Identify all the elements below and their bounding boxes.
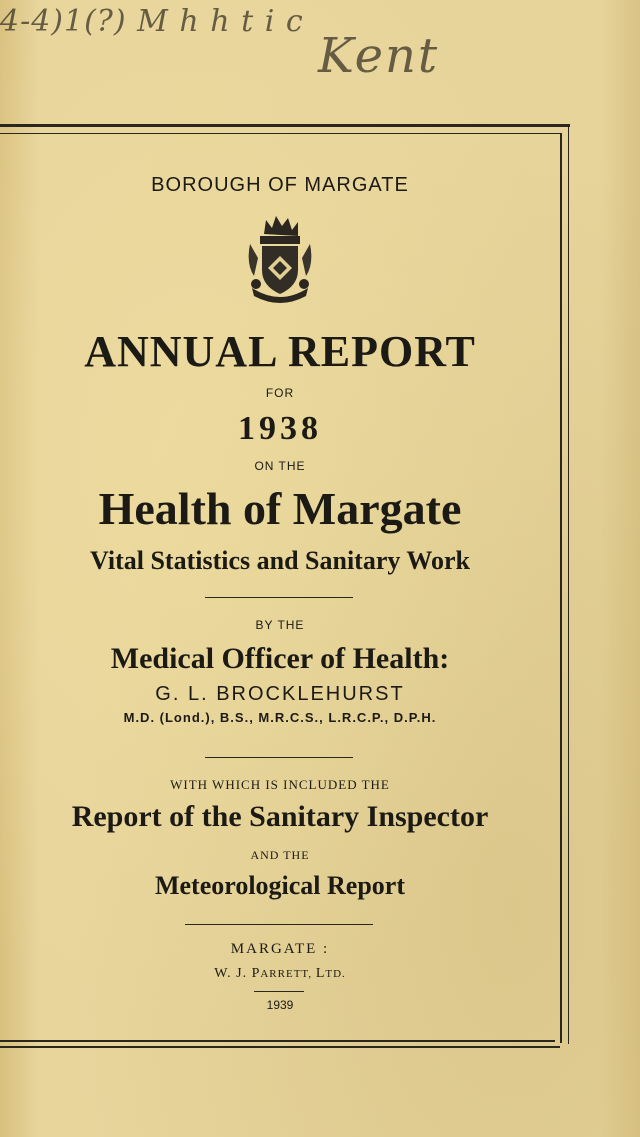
publisher-ltd-rest: TD. [325,968,346,980]
author-role: Medical Officer of Health: [110,642,450,675]
on-the-label: ON THE [254,459,306,473]
border-rule-top [0,124,570,127]
report-subject: Health of Margate [98,483,462,534]
border-rule-top-inner [0,133,560,134]
publisher-ltd-initial: L [315,966,326,981]
divider [185,924,373,925]
meteorological-report-title: Meteorological Report [154,871,406,900]
divider [205,597,353,598]
includes-intro: WITH WHICH IS INCLUDED THE [170,777,390,792]
border-rule-right [560,133,562,1043]
divider [205,757,353,758]
borough-coat-of-arms-icon [244,214,316,304]
author-degrees: M.D. (Lond.), B.S., M.R.C.S., L.R.C.P., D.P.H. [123,710,437,725]
border-rule-right-outer [568,124,569,1044]
handwritten-note-kent: Kent [318,28,440,84]
publisher-name-rest: ARRETT, [260,968,316,980]
divider [254,991,304,992]
publisher-place: MARGATE : [230,941,330,957]
publisher-name-initials: W. J. P [214,966,261,981]
sanitary-report-title: Report of the Sanitary Inspector [71,800,489,833]
border-rule-bottom [0,1046,560,1048]
report-subtitle: Vital Statistics and Sanitary Work [90,546,470,575]
report-year: 1938 [238,410,322,447]
author-name: G. L. BROCKLEHURST [155,683,405,705]
publisher-name [0,966,560,982]
border-rule-bottom-inner [0,1040,555,1042]
and-the-label: AND THE [250,848,310,862]
for-label: FOR [265,386,295,400]
publication-year: 1939 [266,998,294,1012]
report-title: ANNUAL REPORT [84,327,476,376]
handwritten-note-top-left: 4-4)1(?) M h h t i c [0,4,304,39]
borough-heading: BOROUGH OF MARGATE [151,174,409,196]
by-the-label: BY THE [255,618,305,632]
